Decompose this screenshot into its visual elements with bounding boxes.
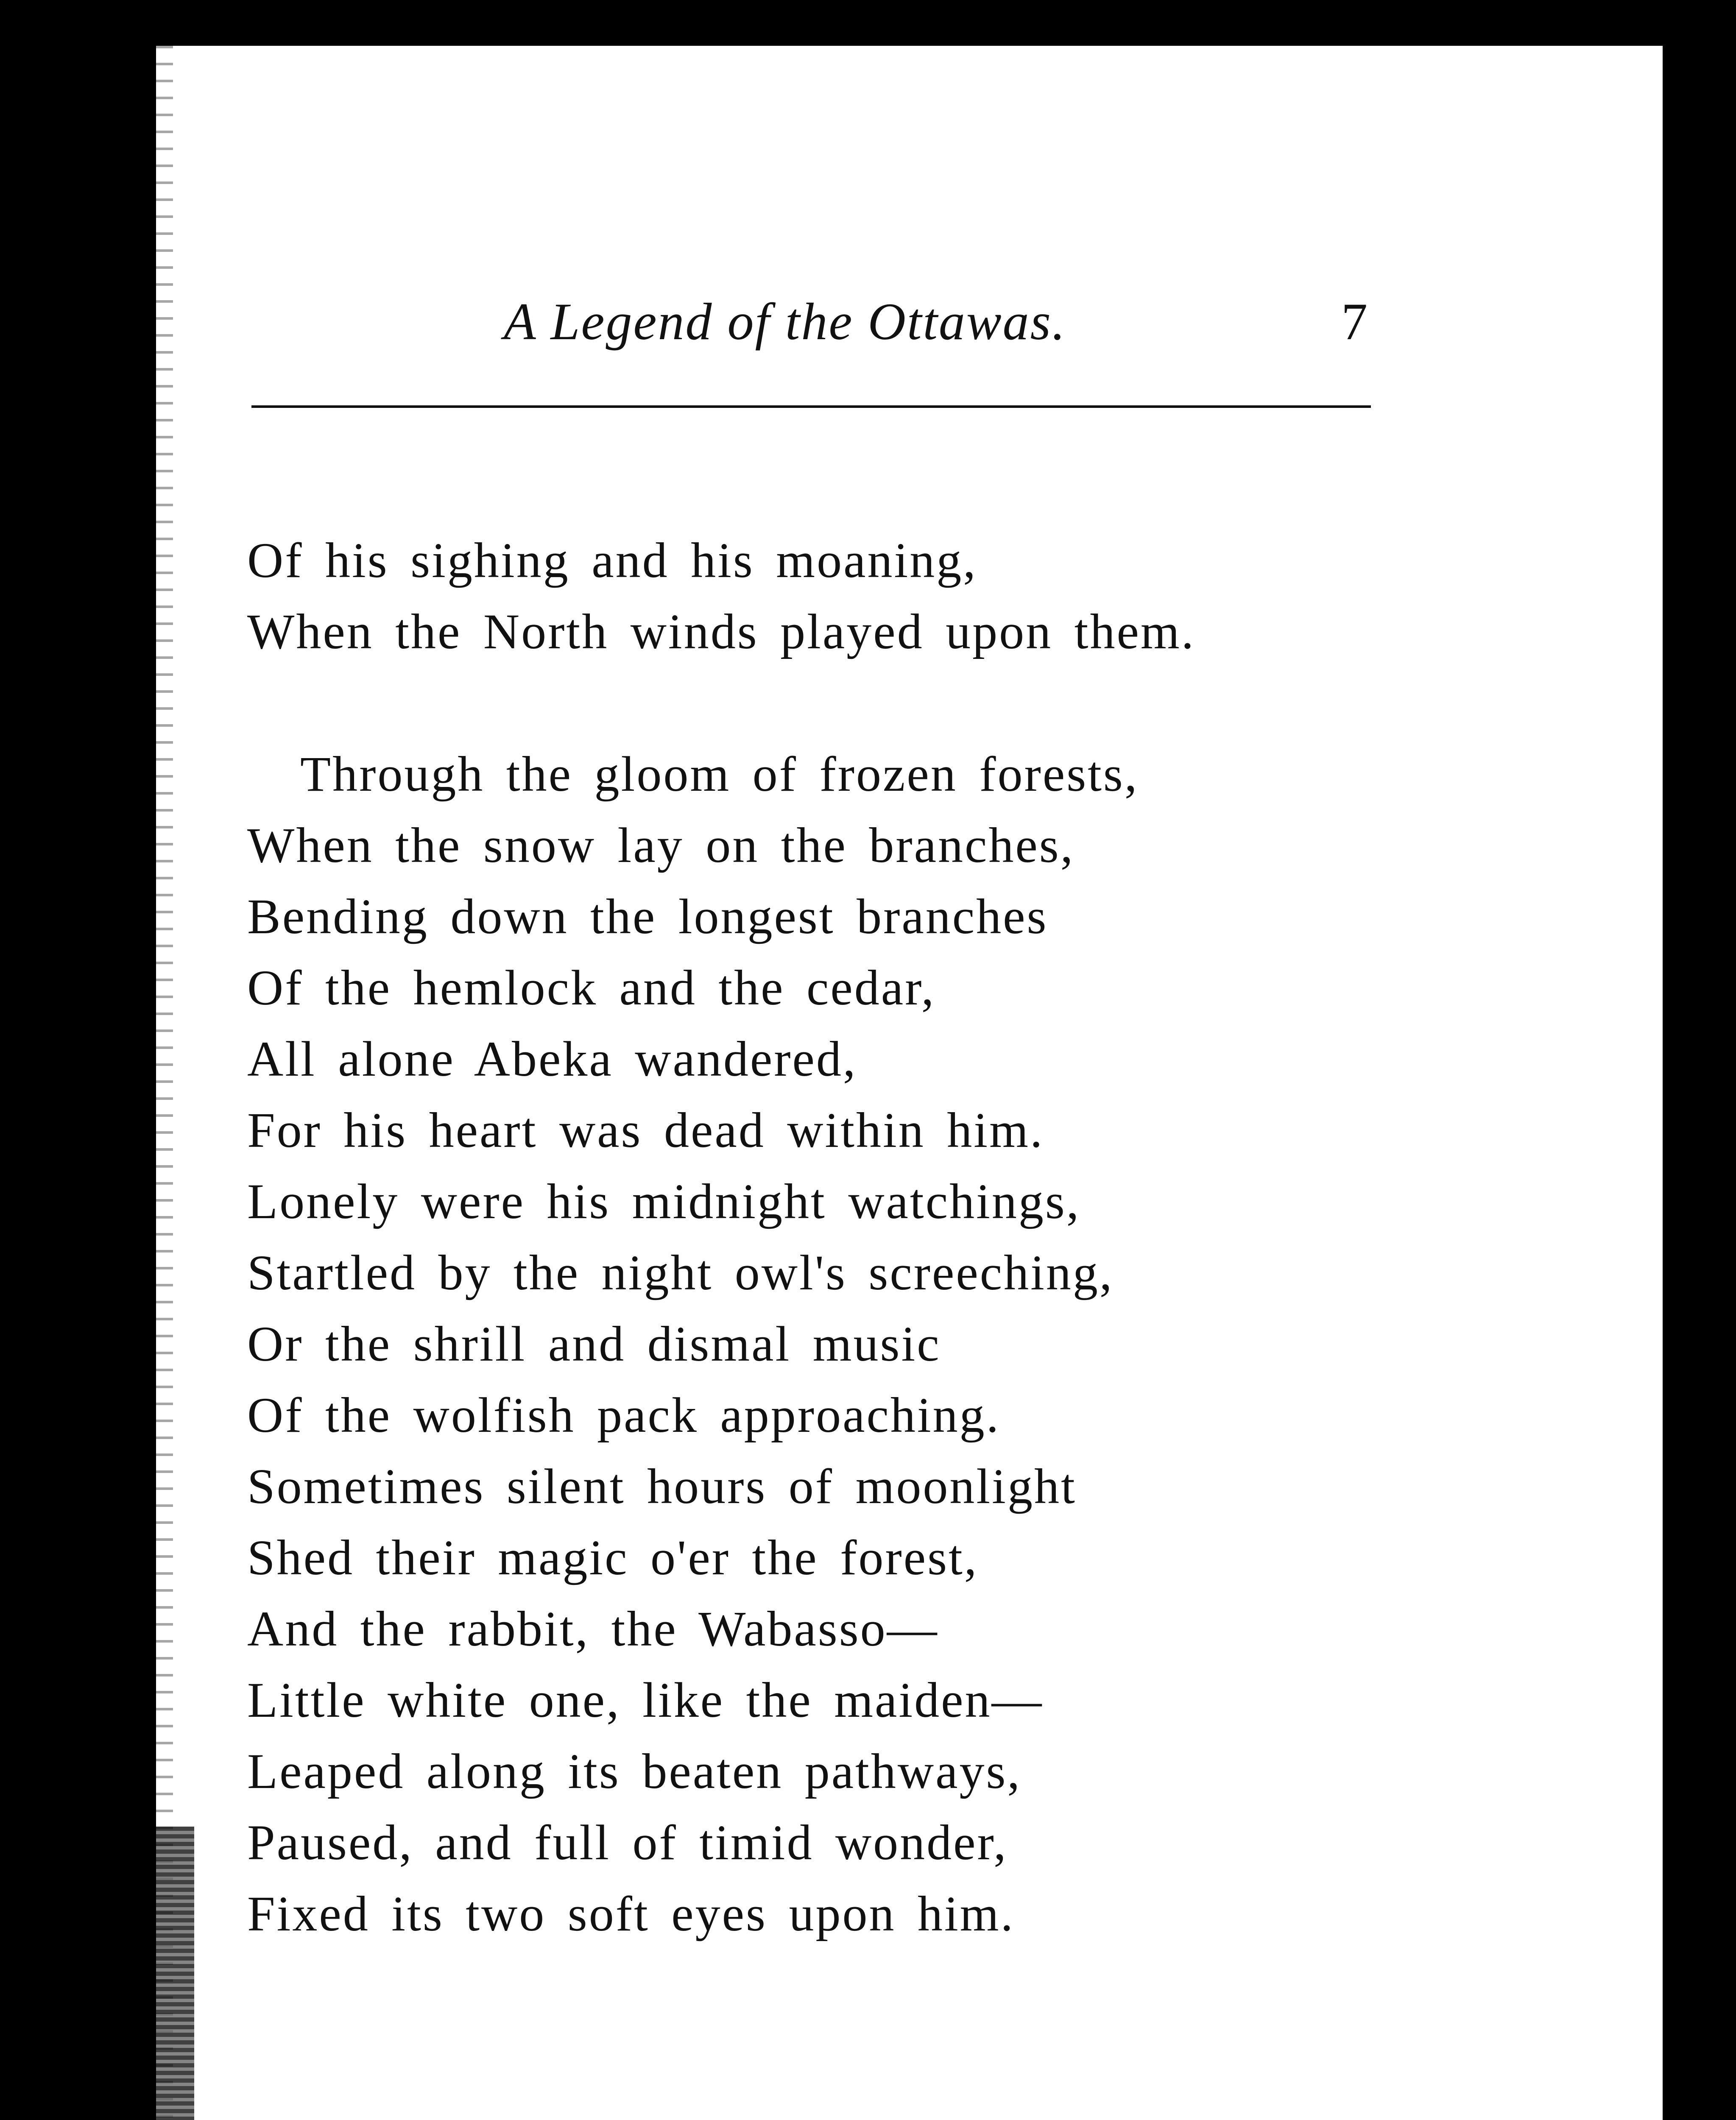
running-title: A Legend of the Ottawas. (504, 293, 1066, 351)
poem-line: Little white one, like the maiden— (247, 1672, 1044, 1728)
poem-line: Through the gloom of frozen forests, (300, 746, 1139, 802)
header-rule (251, 405, 1371, 408)
book-page (156, 46, 1663, 2120)
poem-line: For his heart was dead within him. (247, 1102, 1044, 1158)
page-number: 7 (1341, 293, 1368, 351)
poem-line: Lonely were his midnight watchings, (247, 1174, 1081, 1229)
poem-line: Fixed its two soft eyes upon him. (247, 1886, 1015, 1941)
poem-line: And the rabbit, the Wabasso— (247, 1601, 939, 1657)
poem-line: Leaped along its beaten pathways, (247, 1743, 1022, 1799)
stanza (247, 525, 1519, 667)
poem-line: Shed their magic o'er the forest, (247, 1530, 979, 1585)
poem-line: Of the wolfish pack approaching. (247, 1387, 1001, 1443)
poem-line: Of his sighing and his moaning, (247, 533, 977, 588)
poem-line: When the snow lay on the branches, (247, 817, 1075, 873)
stanza (247, 739, 1519, 1950)
poem-line: All alone Abeka wandered, (247, 1031, 857, 1087)
poem-line: Bending down the longest branches (247, 889, 1048, 944)
poem-line: Or the shrill and dismal music (247, 1316, 941, 1372)
poem-line: Paused, and full of timid wonder, (247, 1815, 1008, 1870)
poem-line: Sometimes silent hours of moonlight (247, 1459, 1077, 1514)
poem-body (247, 525, 1519, 1950)
poem-line: Of the hemlock and the cedar, (247, 960, 936, 1015)
running-head (156, 292, 1663, 368)
binding-edge-shadow (156, 1827, 194, 2120)
poem-line: When the North winds played upon them. (247, 604, 1196, 659)
poem-line: Startled by the night owl's screeching, (247, 1245, 1114, 1300)
